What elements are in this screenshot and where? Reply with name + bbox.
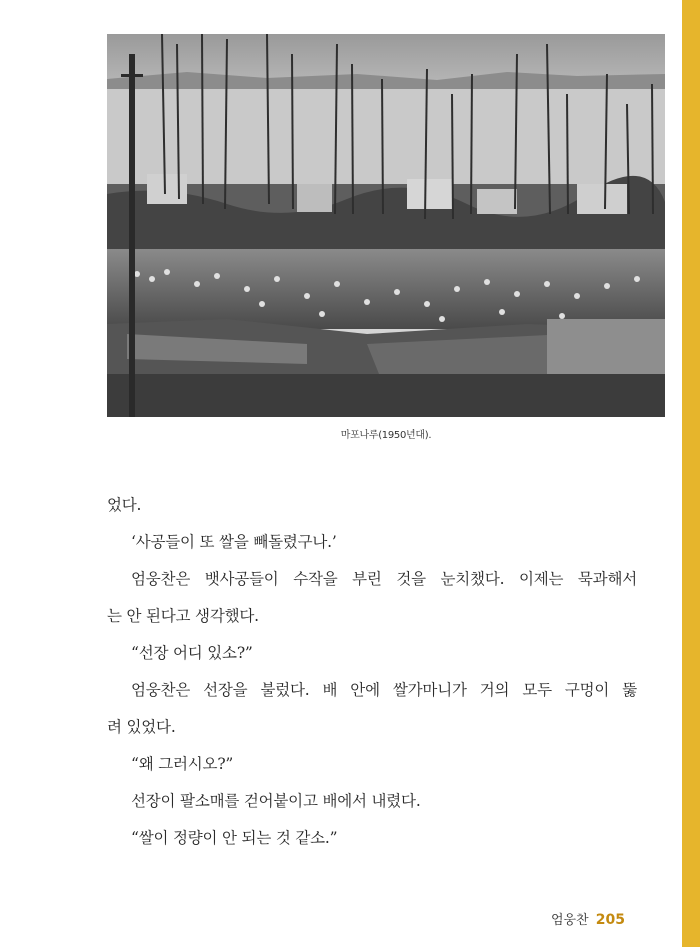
text-line: ‘사공들이 또 쌀을 빼돌렸구나.’: [131, 533, 337, 551]
side-accent-bar: [679, 0, 700, 947]
text-line: “선장 어디 있소?”: [131, 644, 253, 662]
text-line: 엄웅찬은 선장을 불렀다. 배 안에 쌀가마니가 거의 모두 구멍이 뚫: [131, 681, 637, 699]
text-line: 었다.: [107, 496, 142, 514]
text-line: “쌀이 정량이 안 되는 것 같소.”: [131, 829, 338, 847]
page-footer: [551, 909, 625, 928]
photo-caption: 마포나루(1950년대).: [340, 430, 432, 441]
historical-photo-mapo-port: [107, 34, 665, 417]
body-text: [107, 494, 637, 864]
text-line: “왜 그러시오?”: [131, 755, 234, 773]
page-number: 205: [595, 912, 625, 928]
text-line: 는 안 된다고 생각했다.: [107, 607, 259, 625]
text-line: 선장이 팔소매를 걷어붙이고 배에서 내렸다.: [131, 792, 421, 810]
text-line: 엄웅찬은 뱃사공들이 수작을 부린 것을 눈치챘다. 이제는 묵과해서: [131, 570, 637, 588]
text-line: 려 있었다.: [107, 718, 176, 736]
running-title: 엄웅찬: [550, 913, 589, 928]
